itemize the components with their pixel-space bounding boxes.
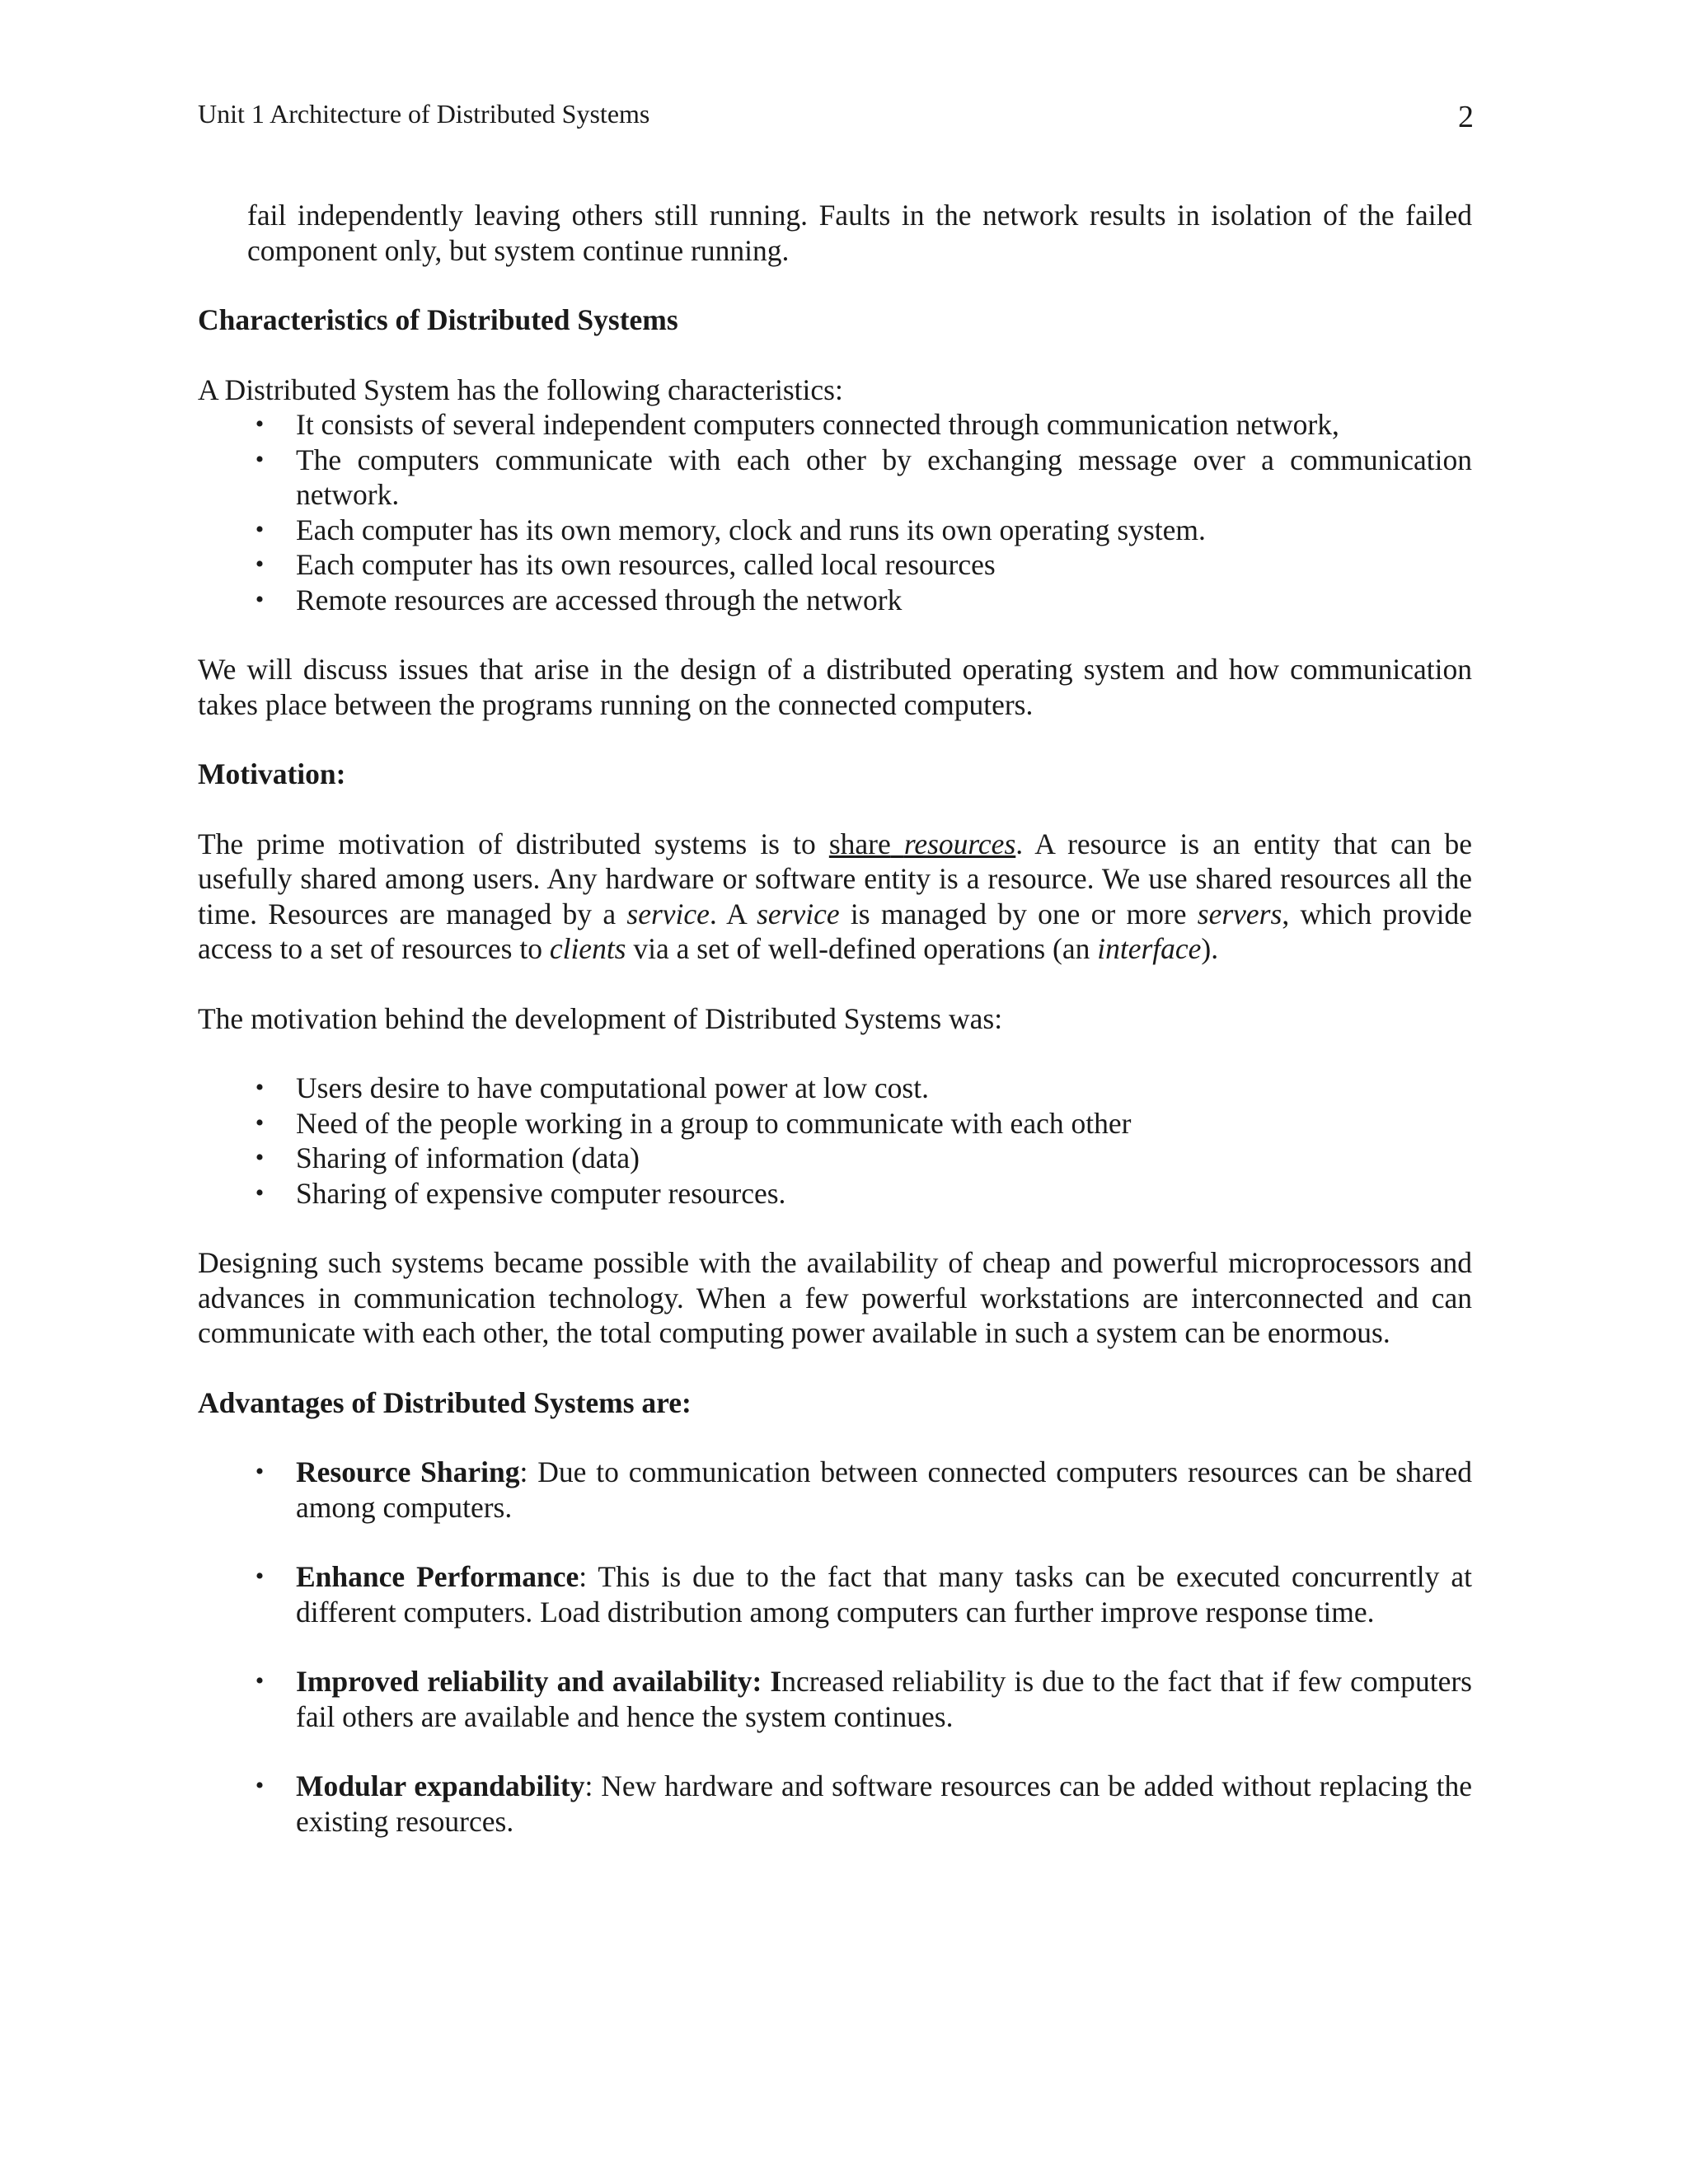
page-body — [198, 198, 1472, 1839]
text-run: The prime motivation of distributed systems is to — [198, 827, 829, 860]
text-run: , which provide access to a set of resources to — [198, 897, 1472, 965]
continued-paragraph: fail independently leaving others still running. Faults in the network results in isolation of the failed component only, but system continue running. — [247, 199, 1472, 267]
italic-term-service: service — [757, 897, 840, 930]
motivation-list — [198, 1071, 1472, 1211]
advantage-item — [198, 1769, 1472, 1839]
italic-term-interface: interface — [1097, 932, 1202, 965]
advantage-item — [198, 1664, 1472, 1734]
characteristics-closing: We will discuss issues that arise in the design of a distributed operating system and how communication takes place between the programs running on the connected computers. — [198, 653, 1472, 721]
bullet-icon: • — [255, 1458, 265, 1485]
running-header: Unit 1 Architecture of Distributed Systems — [198, 99, 650, 129]
italic-term-resources: resources — [903, 827, 1016, 860]
italic-term-servers: servers — [1197, 897, 1282, 930]
motivation-closing: Designing such systems became possible with the availability of cheap and powerful microprocessors and advances in communication technology. When a few powerful workstations are interconnected and can communicate with each other, the total computing power available in such a system can be enormous. — [198, 1246, 1472, 1349]
characteristics-list — [198, 407, 1472, 617]
advantage-description: ncreased reliability is due to the fact that if few computers fail others are available and hence the system continues. — [296, 1665, 1472, 1733]
bullet-icon: • — [255, 1772, 265, 1799]
list-item-text: Sharing of information (data) — [296, 1141, 640, 1174]
page-number: 2 — [1458, 100, 1474, 134]
motivation-lead: The motivation behind the development of Distributed Systems was: — [198, 1001, 1003, 1035]
list-item — [198, 513, 1472, 548]
bullet-icon: • — [255, 551, 265, 578]
list-item-text: Need of the people working in a group to communicate with each other — [296, 1106, 1132, 1140]
advantage-item — [198, 1455, 1472, 1525]
advantage-term: Resource Sharing — [296, 1455, 520, 1488]
list-item — [198, 1176, 1472, 1212]
advantage-term: Improved reliability and availability: I — [296, 1665, 782, 1698]
list-item — [198, 1106, 1472, 1141]
italic-term-service: service — [626, 897, 710, 930]
bullet-icon: • — [255, 410, 265, 438]
text-run: . A — [709, 897, 757, 930]
list-item-text: Users desire to have computational power at low cost. — [296, 1071, 929, 1104]
bullet-icon: • — [255, 585, 265, 613]
text-run: . A resource is an entity that can be usefully shared among users. Any hardware or software entity is a resource. We use shared resources all the time. Resources are managed by a — [198, 827, 1472, 930]
list-item-text: It consists of several independent computers connected through communication network, — [296, 408, 1339, 441]
motivation-paragraph — [198, 827, 1472, 967]
bullet-icon: • — [255, 1144, 265, 1171]
advantage-item — [198, 1559, 1472, 1629]
advantage-description: New hardware and software resources can be added without replacing the existing resources. — [296, 1769, 1472, 1838]
list-item-text: Sharing of expensive computer resources. — [296, 1176, 786, 1210]
list-item — [198, 407, 1472, 443]
advantage-description: Due to communication between connected computers resources can be shared among computers. — [296, 1455, 1472, 1524]
list-item — [198, 443, 1472, 513]
list-item-text: The computers communicate with each other by exchanging message over a communication network. — [296, 443, 1472, 511]
underlined-term-share: share — [828, 827, 891, 860]
list-item-text: Each computer has its own resources, called local resources — [296, 548, 996, 581]
section-heading-characteristics: Characteristics of Distributed Systems — [198, 303, 678, 336]
advantage-term: Modular expandability — [296, 1769, 585, 1802]
characteristics-lead: A Distributed System has the following characteristics: — [198, 373, 843, 406]
advantages-list — [198, 1455, 1472, 1839]
section-heading-motivation: Motivation: — [198, 757, 346, 790]
section-heading-advantages: Advantages of Distributed Systems are: — [198, 1385, 692, 1419]
text-run: ). — [1201, 932, 1219, 965]
bullet-icon: • — [255, 1667, 265, 1694]
advantage-description: This is due to the fact that many tasks can be executed concurrently at different computers. Load distribution among computers can further improve response time. — [296, 1560, 1472, 1629]
bullet-icon: • — [255, 1179, 265, 1207]
bullet-icon: • — [255, 1108, 265, 1137]
text-run: via a set of well-defined operations (an — [626, 932, 1098, 965]
list-item-text: Remote resources are accessed through the network — [296, 583, 903, 616]
bullet-icon: • — [255, 1074, 265, 1101]
italic-term-clients: clients — [549, 932, 626, 965]
list-item — [198, 547, 1472, 583]
list-item — [198, 583, 1472, 618]
bullet-icon: • — [255, 1563, 265, 1590]
advantage-separator: : — [584, 1769, 602, 1802]
list-item-text: Each computer has its own memory, clock and runs its own operating system. — [296, 513, 1206, 546]
text-run: is managed by one or more — [839, 897, 1198, 930]
bullet-icon: • — [255, 515, 265, 543]
advantage-separator: : — [519, 1455, 538, 1488]
bullet-icon: • — [255, 445, 265, 473]
list-item — [198, 1141, 1472, 1176]
advantage-term: Enhance Performance — [296, 1560, 579, 1593]
list-item — [198, 1071, 1472, 1106]
advantage-separator: : — [579, 1560, 598, 1593]
